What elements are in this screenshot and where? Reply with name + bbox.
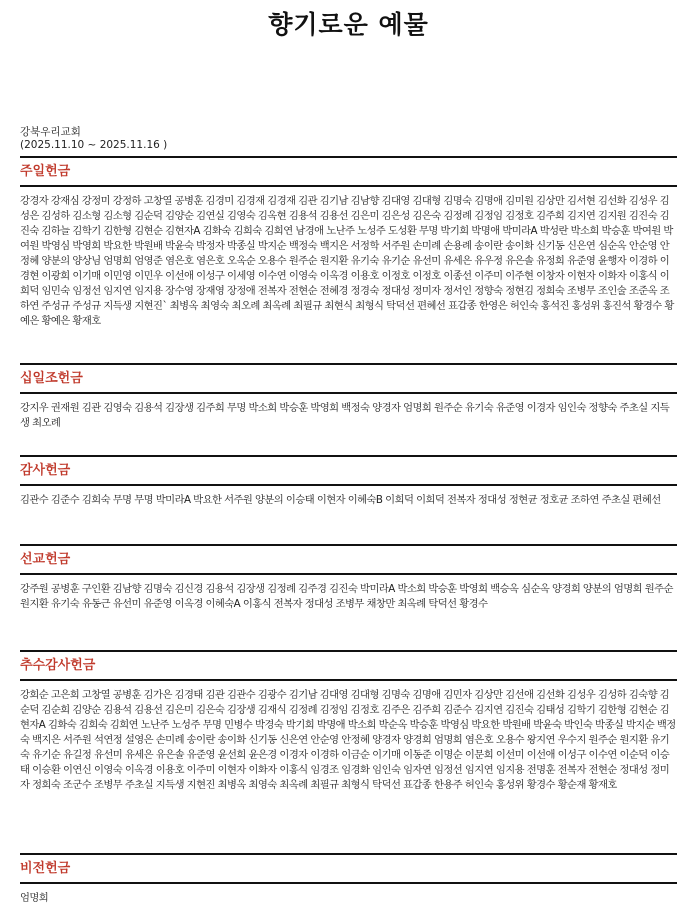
section-vision-offering (20, 853, 677, 909)
section-names: 엄명희 (20, 892, 49, 904)
section-title: 감사헌금 (20, 455, 677, 486)
section-title: 선교헌금 (20, 544, 677, 575)
section-sunday-offering (20, 156, 677, 359)
section-names: 강경자 강재심 강정미 강정하 고창열 공병훈 김경미 김경재 김경재 김관 김기남 김남향 김대영 김대형 김명숙 김명애 김미원 김상만 김서현 김선화 김성우 김성은 김성하 김소형 김소형 김순덕 김양순 김연실 김영숙 김옥현 김용석 김용선 김은미 김은성 김은숙 김정례 김정임 김정호 김주희 김지연 김지원 김진숙 김진숙 김하늘 김학기 김한형 김현순 김현자A 김화숙 김희숙 김희연 남경애 노난주 노성주 도성환 무명 박기희 박명애 박미라A 박성란 박소희 박승훈 박여원 박여원 박영심 박영희 박요한 박원배 박윤숙 박정자 박종실 박지순 백정숙 백지은 서정학 서주원 손미례 손용례 송이란 송이화 신기동 신은연 심순옥 안순영 안정혜 양분의 양상님 엄명희 엄영준 염은호 염은호 오옥순 오용수 원주순 원지환 유기숙 유기순 유선미 유세은 유우정 유은솔 유정희 유준영 윤행자 이경하 이경현 이광희 이기매 이민영 이민우 이선애 이성구 이세영 이수연 이영숙 이옥경 이용호 이정호 이정호 이종선 이주미 이주현 이창자 이현자 이화자 이홍식 이희덕 임민숙 임정선 임지연 임지용 장수영 장재영 장정애 전복자 전현순 전혜경 정경숙 정대성 정미자 정서인 정향숙 정현김 정희숙 조병무 조인술 조준옥 조하연 주성규 주성규 지득생 지현진` 최병옥 최영숙 최오례 최옥례 최필규 최현식 최형식 탁덕선 편혜선 표갑종 한영은 허인숙 홍석진 홍성위 홍진석 황경수 황예은 황예은 황재호 (20, 195, 674, 327)
section-tithe-offering (20, 363, 677, 451)
section-title: 십일조헌금 (20, 363, 677, 394)
section-names: 강지우 권재원 김관 김영숙 김용석 김장생 김주희 무명 박소희 박승훈 박영희 백정숙 양경자 엄명희 원주순 유기숙 유준영 이경자 임인숙 정향숙 주초실 지득생 최오례 (20, 402, 670, 429)
section-title: 주일헌금 (20, 156, 677, 187)
section-mission-offering (20, 544, 677, 646)
page-title: 향기로운 예물 (268, 10, 429, 39)
section-harvest-thanksgiving-offering (20, 650, 677, 849)
section-names: 김관수 김준수 김희숙 무명 무명 박미라A 박요한 서주원 양분의 이승태 이현자 이혜숙B 이희덕 이희덕 전복자 정대성 정현균 정호균 조하연 주초실 편혜선 (20, 494, 661, 506)
section-names: 강주원 공병훈 구인환 김남향 김명숙 김신경 김용석 김장생 김정례 김주경 김진숙 박미라A 박소희 박승훈 박영희 백승옥 심순옥 양경희 양분의 엄명희 원주순 원지환 유기숙 유동근 유선미 유준영 이옥경 이혜숙A 이홍식 전복자 정대성 조병무 채창만 최옥례 탁덕선 황경수 (20, 583, 673, 610)
section-title: 비전헌금 (20, 853, 677, 884)
church-name: 강북우리교회 (20, 126, 81, 138)
section-thanksgiving-offering (20, 455, 677, 540)
section-title: 추수감사헌금 (20, 650, 677, 681)
section-names: 강희순 고은희 고창열 공병훈 김가은 김경태 김관 김관수 김광수 김기남 김대영 김대형 김명숙 김명애 김민자 김상만 김선애 김선화 김성우 김성하 김숙향 김순덕 김순희 김양순 김용석 김용선 김은미 김은숙 김장생 김재식 김정례 김정임 김정호 김주은 김주희 김준수 김지연 김진숙 김태성 김학기 김한형 김현순 김현자A 김화숙 김희숙 김희연 노난주 노성주 무명 민병수 박경숙 박기희 박명애 박소희 박순옥 박승훈 박영심 박요한 박원배 박윤숙 박인숙 박종실 박지순 백정숙 백지은 서주원 석연정 설영은 손미례 송이란 송이화 신기동 신은연 안순영 안정혜 양경자 양경희 엄명희 염은호 오용수 왕지연 우수지 원주순 원지환 유기숙 유기순 유길정 유선미 유세은 유은솔 유준영 윤선희 윤은경 이경자 이경하 이금순 이기매 이동준 이명순 이문희 이선미 이선애 이성구 이수연 이순덕 이승태 이승환 이연신 이영숙 이옥경 이용호 이주미 이현자 이화자 이홍식 임경조 임경화 임인숙 임자연 임정선 임지연 임지용 전명훈 전복자 전현순 정대성 정미자 정희숙 조군수 조병무 주초실 지득생 지현진 최병옥 최영숙 최옥례 최필규 최형식 탁덕선 표갑종 한용주 허인숙 홍성위 황경수 황순재 황재호 (20, 689, 676, 791)
date-range: (2025.11.10 ~ 2025.11.16 ) (20, 139, 168, 151)
